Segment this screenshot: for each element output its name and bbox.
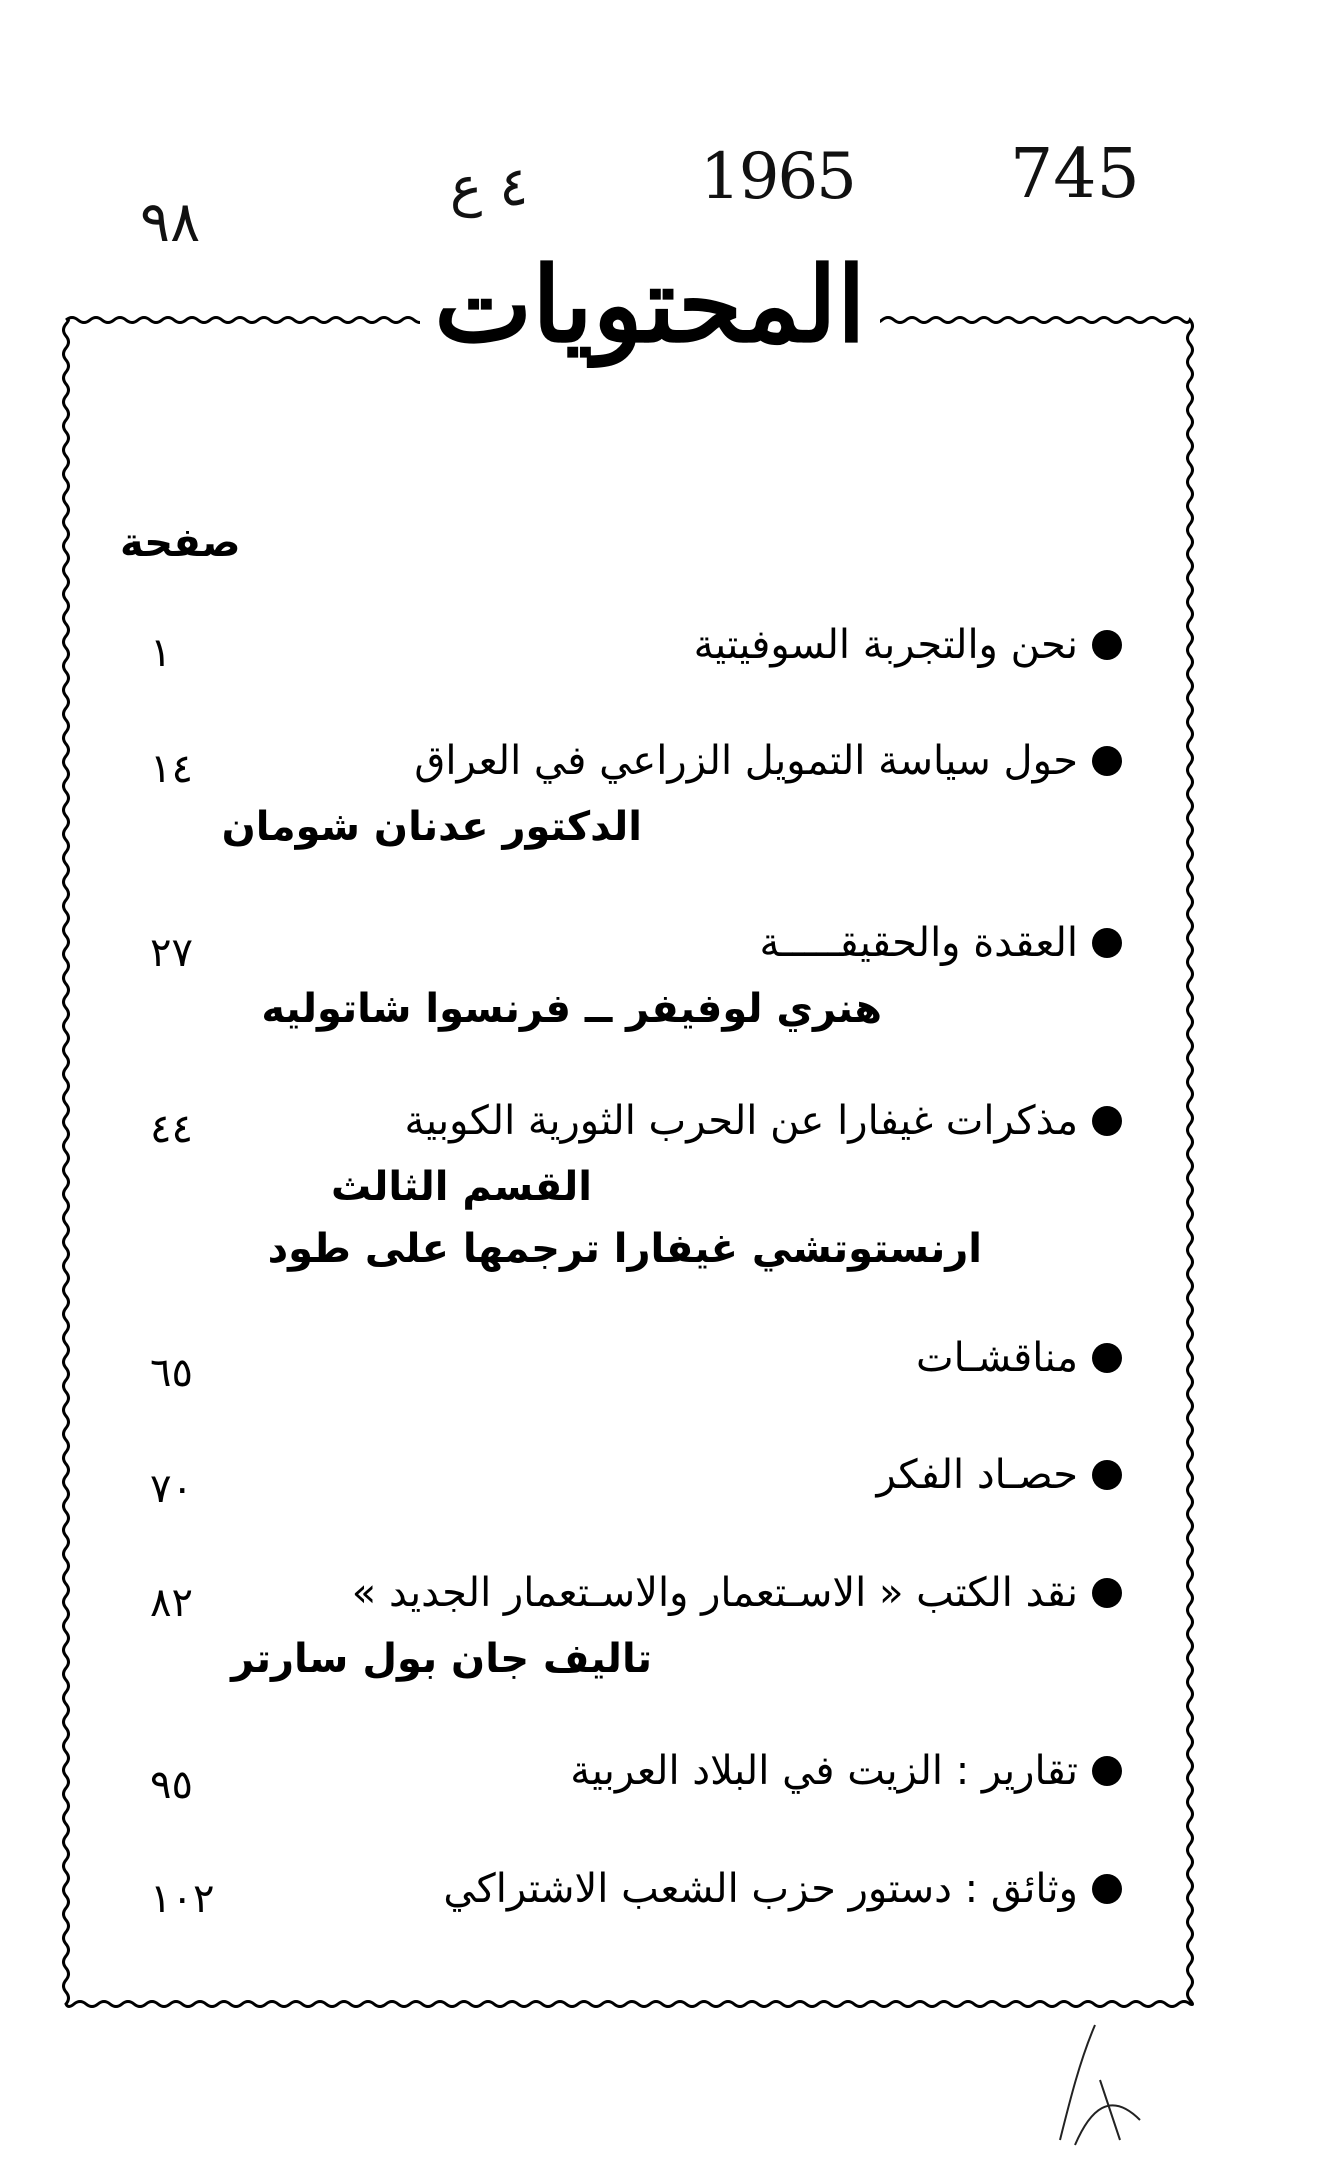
toc-entry[interactable] (694, 622, 1122, 668)
bullet-icon (1092, 1874, 1122, 1904)
handwritten-note-mid: ٤ ع (450, 155, 529, 218)
toc-entry[interactable] (570, 1748, 1122, 1794)
page-number: ٤٤ (150, 1106, 193, 1152)
entry-author: هنري لوفيفر ــ فرنسوا شاتوليه (261, 986, 882, 1032)
bullet-icon (1092, 1106, 1122, 1136)
toc-entry[interactable] (261, 920, 1122, 1032)
handwritten-year: 1965 (700, 140, 855, 214)
toc-entry[interactable] (443, 1866, 1122, 1912)
page-number: ٨٢ (150, 1580, 193, 1626)
signature-mark (1040, 2020, 1160, 2150)
toc-entry[interactable] (876, 1452, 1122, 1498)
bullet-icon (1092, 1460, 1122, 1490)
entry-author: ارنستوتشي غيفارا ترجمها على طود (267, 1226, 982, 1272)
bullet-icon (1092, 1578, 1122, 1608)
toc-entry[interactable] (222, 738, 1122, 850)
entry-title: مناقشـات (915, 1335, 1078, 1381)
entry-title: وثائق : دستور حزب الشعب الاشتراكي (443, 1866, 1078, 1912)
page-number: ١٠٢ (150, 1876, 215, 1922)
bullet-icon (1092, 1343, 1122, 1373)
entry-author: الدكتور عدنان شومان (221, 804, 642, 850)
entry-title: نقد الكتب « الاسـتعمار والاسـتعمار الجديد » (351, 1570, 1078, 1616)
toc-entry[interactable] (916, 1335, 1122, 1381)
entry-author: تاليف جان بول سارتر (231, 1636, 652, 1682)
page-number: ٢٧ (150, 930, 193, 976)
handwritten-note-left: ٩٨ (140, 190, 201, 255)
entry-title: حول سياسة التمويل الزراعي في العراق (414, 738, 1078, 784)
entry-section: القسم الثالث (331, 1164, 592, 1210)
entry-title: تقارير : الزيت في البلاد العربية (570, 1748, 1078, 1794)
bullet-icon (1092, 1756, 1122, 1786)
toc-entry[interactable] (231, 1570, 1122, 1682)
entry-title: نحن والتجربة السوفيتية (693, 622, 1078, 668)
entry-title: حصـاد الفكر (876, 1452, 1078, 1498)
toc-entry[interactable] (268, 1098, 1122, 1272)
page-title: المحتويات (420, 235, 880, 375)
entry-title: مذكرات غيفارا عن الحرب الثورية الكوبية (404, 1098, 1078, 1144)
handwritten-number: 745 (1010, 135, 1140, 214)
bullet-icon (1092, 928, 1122, 958)
entry-title: العقدة والحقيقـــــة (759, 920, 1078, 966)
page-number: ٩٥ (150, 1762, 193, 1808)
bullet-icon (1092, 630, 1122, 660)
page-number: ١ (150, 630, 172, 676)
page-number: ٧٠ (150, 1466, 193, 1512)
page-number: ١٤ (150, 746, 193, 792)
page-number: ٦٥ (150, 1350, 193, 1396)
page-column-header: صفحة (120, 520, 241, 566)
bullet-icon (1092, 746, 1122, 776)
